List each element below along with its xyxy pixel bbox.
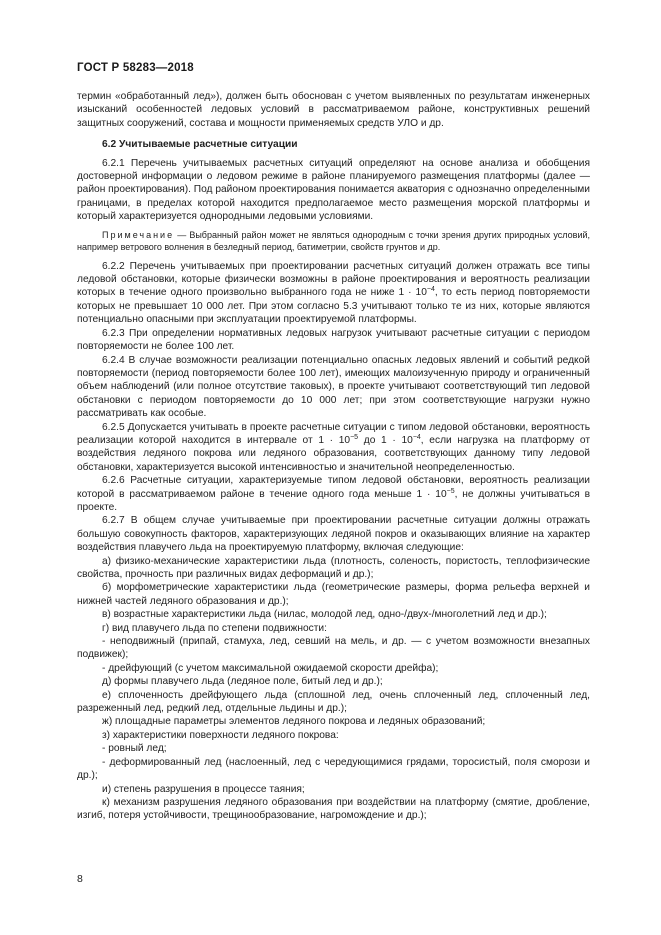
document-body [77, 90, 590, 823]
document-header: ГОСТ Р 58283—2018 [77, 62, 194, 74]
list-item: и) степень разрушения в процессе таяния; [102, 783, 305, 795]
list-item: в) возрастные характеристики льда (нилас, молодой лед, одно-/двух-/многолетний лед и др.); [102, 609, 547, 621]
list-item: - ровный лед; [102, 743, 167, 755]
note-label: Примечание [102, 229, 175, 240]
exponent: −4 [426, 286, 435, 294]
paragraph-6-2-4: 6.2.4 В случае возможности реализации потенциально опасных ледовых явлений и событий редкой повторяемости (период повторяемости более 100 лет), имеющих малоизученную природу и ограниченный объем наблюдений (или полное отсутствие таковых), в проекте учитывают соответствующий тип ледовой обстановки с периодом повторяемости до 10 000 лет; при этом соответствующие нагрузки нужно рассматривать как особые. [77, 354, 590, 420]
list-item: з) характеристики поверхности ледяного покрова: [102, 729, 339, 741]
note [77, 229, 590, 253]
list-item: е) сплоченность дрейфующего льда (сплошной лед, очень сплоченный лед, сплоченный лед, разреженный лед, редкий лед, отдельные льдины и др.); [77, 689, 590, 715]
paragraph-6-2-6-part-b: , не должны учитываться в проекте. [77, 488, 590, 513]
list-item: г) вид плавучего льда по степени подвижности: [102, 622, 327, 634]
paragraph-6-2-6 [77, 474, 590, 514]
list-item: - неподвижный (припай, стамуха, лед, севший на мель, и др. — с учетом возможности внезапных подвижек); [77, 636, 590, 661]
intro-paragraph: термин «обработанный лед»), должен быть обоснован с учетом выявленных по результатам инженерных изысканий особенностей ледовых условий в рассматриваемом районе, конструктивных решений защитных сооружений, состава и мощности применяемых средств УЛО и др. [77, 91, 590, 129]
list-item: а) физико-механические характеристики льда (плотность, соленость, пористость, теплофизические свойства, прочность при различных видах деформаций и др.); [77, 555, 590, 580]
exponent: −5 [446, 487, 455, 495]
paragraph-6-2-1: 6.2.1 Перечень учитываемых расчетных ситуаций определяют на основе анализа и обобщения достоверной информации о ледовом режиме в районе планируемого размещения платформы (далее — район проектирования). Под районом проектирования понимается акватория с однозначно определенными границами, в пределах которой находится предполагаемое место размещения морской платформы и который характеризуется однородными ледовыми условиями. [77, 157, 590, 223]
exponent: −5 [350, 433, 359, 441]
note-text: — Выбранный район может не являться однородным с точки зрения других природных условий, например ветрового волнения в безледный период, батиметрии, свойств грунтов и др. [77, 229, 590, 252]
paragraph-6-2-2 [77, 260, 590, 327]
paragraph-6-2-2-part-b: , то есть период повторяемости которых не превышает 10 000 лет. При этом согласно 5.3 учитывают только те из них, которые являются потенциально опасными при эксплуатации проектируемой платформы. [77, 287, 590, 326]
paragraph-6-2-5-part-a: 6.2.5 Допускается учитывать в проекте расчетные ситуации с типом ледовой обстановки, вероятность реализации которой находится в интервале от 1 · 10 [77, 421, 590, 446]
exponent: −4 [412, 433, 421, 441]
page-number: 8 [77, 873, 83, 885]
list-item: д) формы плавучего льда (ледяное поле, битый лед и др.); [102, 676, 383, 688]
list-item: - деформированный лед (наслоенный, лед с чередующимися грядами, торосистый, поля сморози и др.); [77, 756, 590, 782]
list-item: - дрейфующий (с учетом максимальной ожидаемой скорости дрейфа); [102, 662, 439, 674]
paragraph-6-2-7: 6.2.7 В общем случае учитываемые при проектировании расчетные ситуации должны отражать большую совокупность факторов, характеризующих ледяной покров и оказывающих влияние на характер воздействия плавучего льда на проектируемую платформу, включая следующие: [77, 515, 590, 554]
paragraph-6-2-5-part-c: , если нагрузка на платформу от воздействия ледяного покрова или ледяного образования, соответствующих данному типу ледовой обстановки, характеризуется высокой интенсивностью и значительной неопределенностью. [77, 434, 590, 473]
list-item: б) морфометрические характеристики льда (геометрические размеры, форма рельефа верхней и нижней частей ледяного образования и др.); [77, 582, 590, 607]
paragraph-6-2-3: 6.2.3 При определении нормативных ледовых нагрузок учитывают расчетные ситуации с периодом повторяемости не более 100 лет. [77, 327, 590, 353]
paragraph-6-2-5 [77, 421, 590, 475]
paragraph-6-2-2-part-a: 6.2.2 Перечень учитываемых при проектировании расчетных ситуаций должен отражать все типы ледовой обстановки, которые физически возможны в районе проектирования и вероятность реализации которых в течение одного произвольно выбранного года не ниже 1 · 10 [77, 260, 590, 299]
list-item: к) механизм разрушения ледяного образования при воздействии на платформу (смятие, дробление, изгиб, потеря устойчивости, трещинообразование, нагромождение и др.); [77, 796, 590, 822]
section-heading: 6.2 Учитываемые расчетные ситуации [102, 139, 298, 151]
list-item: ж) площадные параметры элементов ледяного покрова и ледяных образований; [102, 716, 486, 728]
paragraph-6-2-5-part-b: до 1 · 10 [358, 434, 413, 446]
paragraph-6-2-6-part-a: 6.2.6 Расчетные ситуации, характеризуемые типом ледовой обстановки, вероятность реализации которой в рассматриваемом районе в течение одного года меньше 1 · 10 [77, 475, 590, 500]
